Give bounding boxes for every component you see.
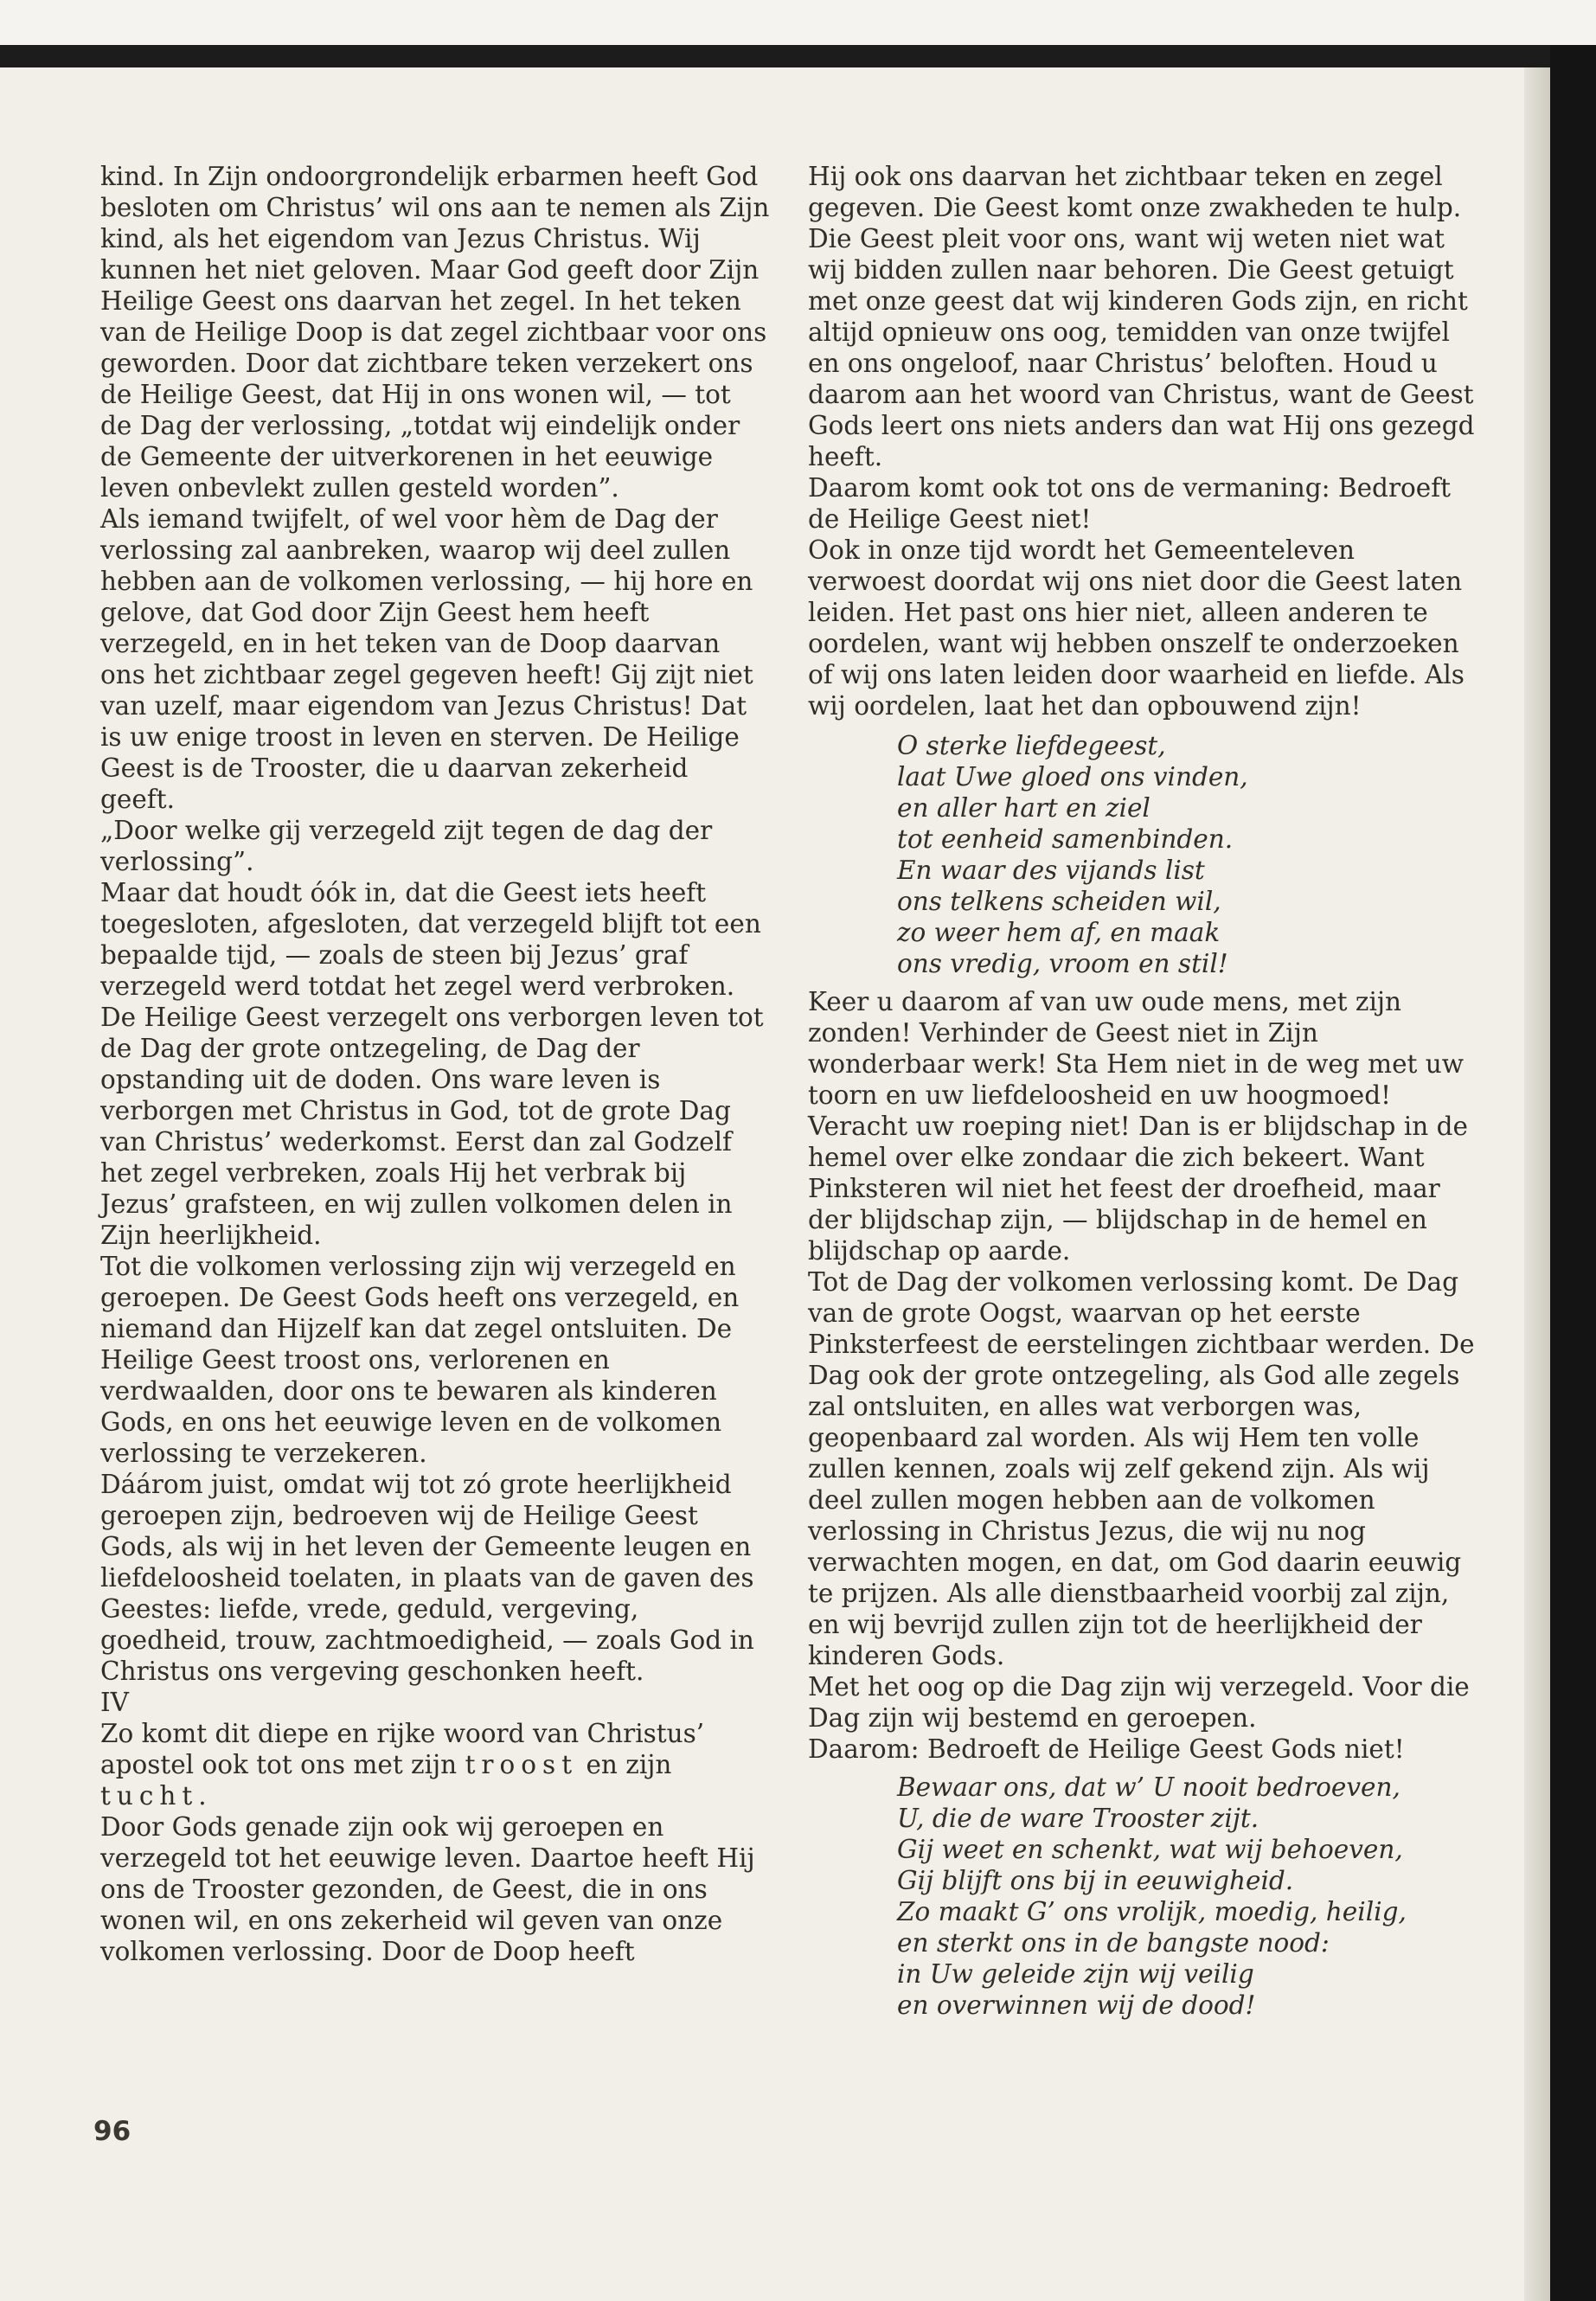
right-dark-edge [1550, 45, 1596, 2301]
poem-2-line: Gij blijft ons bij in eeuwigheid. [897, 1866, 1294, 1895]
poem-1-line: O sterke liefdegeest, [897, 731, 1166, 760]
left-paragraph-7 [100, 1718, 770, 1811]
para-7-start: Zo komt dit diepe en rijke woord van Christus’ apostel ook tot ons met zijn [100, 1719, 705, 1779]
right-paragraph-7: Daarom: Bedroeft de Heilige Geest Gods niet! [808, 1734, 1405, 1764]
poem-2-line: Bewaar ons, dat w’ U nooit bedroeven, [897, 1772, 1401, 1802]
poem-1-line: ons telkens scheiden wil, [897, 887, 1221, 916]
top-dark-band [0, 45, 1596, 67]
poem-1-line: tot eenheid samenbinden. [897, 824, 1234, 854]
left-paragraph-5: Tot die volkomen verlossing zijn wij verzegeld en geroepen. De Geest Gods heeft ons verzegeld, en niemand dan Hijzelf kan dat zegel ontsluiten. De Heilige Geest troost ons, verlorenen en verdwaalden, door ons te bewaren als kinderen Gods, en ons het eeuwige leven en de volkomen verlossing te verzekeren. [100, 1252, 740, 1468]
left-column [100, 161, 770, 1967]
poem-2-line: en overwinnen wij de dood! [897, 1990, 1256, 2020]
right-paragraph-2: Daarom komt ook tot ons de vermaning: Bedroeft de Heilige Geest niet! [808, 473, 1452, 534]
poem-1-line: zo weer hem af, en maak [897, 918, 1221, 947]
page-number: 96 [93, 2116, 131, 2147]
right-paragraph-1: Hij ook ons daarvan het zichtbaar teken en zegel gegeven. Die Geest komt onze zwakheden te hulp. Die Geest pleit voor ons, want wij weten niet wat wij bidden zullen naar behoren. Die Geest getuigt met onze geest dat wij kinderen Gods zijn, en richt altijd opnieuw ons oog, temidden van onze twijfel en ons ongeloof, naar Christus’ beloften. Houd u daarom aan het woord van Christus, want de Geest Gods leert ons niets anders dan wat Hij ons gezegd heeft. [808, 162, 1475, 471]
poem-1-line: ons vredig, vroom en stil! [897, 949, 1228, 978]
poem-2 [897, 1772, 1478, 2021]
poem-2-line: U, die de ware Trooster zijt. [897, 1804, 1259, 1833]
left-paragraph-3: „Door welke gij verzegeld zijt tegen de dag der verlossing”. [100, 816, 713, 876]
page-binding-shadow [1524, 67, 1550, 2301]
right-column [808, 161, 1478, 2028]
left-paragraph-4: Maar dat houdt óók in, dat die Geest iets heeft toegesloten, afgesloten, dat verzegeld blijft tot een bepaalde tijd, — zoals de steen bij Jezus’ graf verzegeld werd totdat het zegel werd verbroken. De Heilige Geest verzegelt ons verborgen leven tot de Dag der grote ontzegeling, de Dag der opstanding uit de doden. Ons ware leven is verborgen met Christus in God, tot de grote Dag van Christus’ wederkomst. Eerst dan zal Godzelf het zegel verbreken, zoals Hij het verbrak bij Jezus’ grafsteen, en wij zullen volkomen delen in Zijn heerlijkheid. [100, 878, 764, 1250]
left-paragraph-6: Dáárom juist, omdat wij tot zó grote heerlijkheid geroepen zijn, bedroeven wij de Heilige Geest Gods, als wij in het leven der Gemeente leugen en liefdeloosheid toelaten, in plaats van de gaven des Geestes: liefde, vrede, geduld, vergeving, goedheid, trouw, zachtmoedigheid, — zoals God in Christus ons vergeving geschonken heeft. [100, 1470, 754, 1686]
right-paragraph-3: Ook in onze tijd wordt het Gemeenteleven verwoest doordat wij ons niet door die Geest laten leiden. Het past ons hier niet, alleen anderen te oordelen, want wij hebben onszelf te onderzoeken of wij ons laten leiden door waarheid en liefde. Als wij oordelen, laat het dan opbouwend zijn! [808, 535, 1465, 721]
poem-1-line: laat Uwe gloed ons vinden, [897, 762, 1248, 792]
poem-2-line: in Uw geleide zijn wij veilig [897, 1959, 1254, 1989]
right-paragraph-5: Tot de Dag der volkomen verlossing komt. De Dag van de grote Oogst, waarvan op het eerste Pinksterfeest de eerstelingen zichtbaar werden. De Dag ook der grote ontzegeling, als God alle zegels zal ontsluiten, en alles wat verborgen was, geopenbaard zal worden. Als wij Hem ten volle zullen kennen, zoals wij zelf gekend zijn. Als wij deel zullen mogen hebben aan de volkomen verlossing in Christus Jezus, die wij nu nog verwachten mogen, en dat, om God daarin eeuwig te prijzen. Als alle dienstbaarheid voorbij zal zijn, en wij bevrijd zullen zijn tot de heerlijkheid der kinderen Gods. [808, 1267, 1475, 1670]
word-troost: troost [465, 1750, 579, 1779]
poem-1-line: en aller hart en ziel [897, 793, 1151, 823]
right-paragraph-4: Keer u daarom af van uw oude mens, met zijn zonden! Verhinder de Geest niet in Zijn wonderbaar werk! Sta Hem niet in de weg met uw toorn en uw liefdeloosheid en uw hoogmoed! Veracht uw roeping niet! Dan is er blijdschap in de hemel over elke zondaar die zich bekeert. Want Pinksteren wil niet het feest der droefheid, maar der blijdschap zijn, — blijdschap in de hemel en blijdschap op aarde. [808, 987, 1468, 1266]
word-tucht: tucht. [100, 1781, 213, 1811]
left-paragraph-2: Als iemand twijfelt, of wel voor hèm de Dag der verlossing zal aanbreken, waarop wij deel zullen hebben aan de volkomen verlossing, — hij hore en gelove, dat God door Zijn Geest hem heeft verzegeld, en in het teken van de Doop daarvan ons het zichtbaar zegel gegeven heeft! Gij zijt niet van uzelf, maar eigendom van Jezus Christus! Dat is uw enige troost in leven en sterven. De Heilige Geest is de Trooster, die u daarvan zekerheid geeft. [100, 504, 753, 814]
para-7-mid: en zijn [586, 1750, 672, 1779]
left-paragraph-8: Door Gods genade zijn ook wij geroepen en verzegeld tot het eeuwige leven. Daartoe heeft Hij ons de Trooster gezonden, de Geest, die in ons wonen wil, en ons zekerheid wil geven van onze volkomen verlossing. Door de Doop heeft [100, 1812, 755, 1966]
poem-2-line: en sterkt ons in de bangste nood: [897, 1928, 1330, 1958]
poem-2-line: Gij weet en schenkt, wat wij behoeven, [897, 1835, 1403, 1864]
poem-1 [897, 730, 1478, 979]
poem-2-line: Zo maakt G’ ons vrolijk, moedig, heilig, [897, 1897, 1407, 1926]
right-paragraph-6: Met het oog op die Dag zijn wij verzegeld. Voor die Dag zijn wij bestemd en geroepen. [808, 1672, 1470, 1733]
left-paragraph-1: kind. In Zijn ondoorgrondelijk erbarmen heeft God besloten om Christus’ wil ons aan te nemen als Zijn kind, als het eigendom van Jezus Christus. Wij kunnen het niet geloven. Maar God geeft door Zijn Heilige Geest ons daarvan het zegel. In het teken van de Heilige Doop is dat zegel zichtbaar voor ons geworden. Door dat zichtbare teken verzekert ons de Heilige Geest, dat Hij in ons wonen wil, — tot de Dag der verlossing, „totdat wij eindelijk onder de Gemeente der uitverkorenen in het eeuwige leven onbevlekt zullen gesteld worden”. [100, 162, 770, 503]
section-number: IV [100, 1688, 129, 1717]
poem-1-line: En waar des vijands list [897, 856, 1205, 885]
